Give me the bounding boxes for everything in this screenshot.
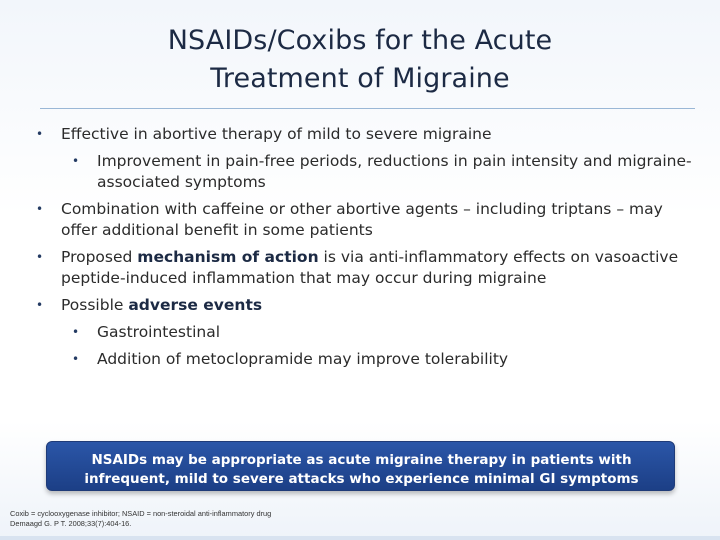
bullet-item-1 — [36, 124, 696, 145]
bullet-icon: • — [72, 154, 80, 168]
bullet-text-prefix: Proposed — [61, 248, 138, 266]
slide-title — [40, 22, 680, 98]
footnote-abbreviations: Coxib = cyclooxygenase inhibitor; NSAID = non-steroidal anti-inflammatory drug — [10, 509, 272, 518]
sub-bullet-item-3 — [72, 349, 696, 370]
bullet-text-suffix: is via anti-inflammatory effects on vasoactive peptide-induced inflammation that may occur during migraine — [61, 248, 679, 287]
callout-box — [46, 441, 675, 491]
sub-bullet-item-1 — [72, 151, 696, 193]
bottom-divider — [0, 536, 720, 540]
callout-text — [57, 451, 666, 489]
callout-line-1: NSAIDs may be appropriate as acute migraine therapy in patients with — [91, 452, 632, 468]
bullet-icon: • — [36, 298, 44, 312]
footnote-citation: Demaagd G. P T. 2008;33(7):404-16. — [10, 519, 132, 528]
title-divider — [40, 108, 695, 109]
bullet-text-prefix: Possible — [61, 296, 129, 314]
title-line-2: Treatment of Migraine — [210, 63, 510, 94]
bullet-text: Combination with caffeine or other abortive agents – including triptans – may offer additional benefit in some patients — [61, 200, 663, 239]
title-line-1: NSAIDs/Coxibs for the Acute — [167, 25, 553, 56]
mechanism-of-action-term: mechanism of action — [137, 248, 319, 266]
footnote — [10, 509, 380, 529]
bullet-item-4 — [36, 295, 696, 316]
bullet-icon: • — [36, 250, 44, 264]
bullet-icon: • — [72, 352, 80, 366]
callout-line-2: infrequent, mild to severe attacks who experience minimal GI symptoms — [84, 471, 639, 487]
bullet-item-3 — [36, 247, 696, 289]
bullet-icon: • — [72, 325, 80, 339]
bullet-icon: • — [36, 202, 44, 216]
bullet-text: Addition of metoclopramide may improve tolerability — [97, 350, 509, 368]
bullet-icon: • — [36, 127, 44, 141]
bullet-item-2 — [36, 199, 696, 241]
bullet-text: Gastrointestinal — [97, 323, 221, 341]
bullet-list — [36, 124, 696, 376]
bullet-text: Improvement in pain-free periods, reductions in pain intensity and migraine-associated symptoms — [97, 152, 692, 191]
adverse-events-term: adverse events — [128, 296, 263, 314]
bullet-text: Effective in abortive therapy of mild to severe migraine — [61, 125, 492, 143]
sub-bullet-item-2 — [72, 322, 696, 343]
